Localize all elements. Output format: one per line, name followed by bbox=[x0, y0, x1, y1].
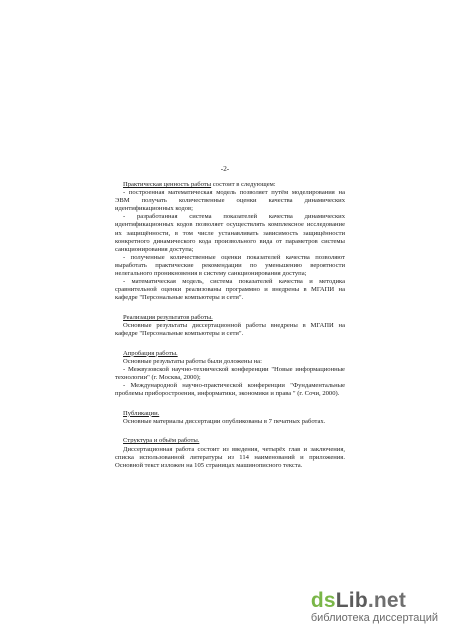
approbation-item-1: - Межвузовской научно-технической конференции "Новые информационные технологии" (г. Москва, 2000); bbox=[115, 365, 345, 381]
publications-text: Основные материалы диссертации опубликованы в 7 печатных работах. bbox=[123, 417, 326, 425]
dslib-watermark bbox=[311, 591, 438, 624]
practical-heading: Практическая ценность работы bbox=[123, 181, 212, 188]
realization-section bbox=[115, 314, 345, 338]
publications-heading-line bbox=[115, 410, 345, 418]
practical-intro-paragraph bbox=[115, 181, 345, 189]
publications-section bbox=[115, 410, 345, 426]
logo-ds: ds bbox=[310, 589, 336, 612]
logo-lib: Lib bbox=[335, 589, 368, 612]
realization-heading: Реализация результатов работы. bbox=[123, 313, 213, 321]
structure-text: Диссертационная работа состоит из введения, четырёх глав и заключения, списка использованной литературы из 114 наименований и приложения. Основной текст изложен на 105 страницах машинописного текста. bbox=[115, 445, 345, 469]
approbation-heading: Апробация работы. bbox=[123, 349, 178, 357]
practical-item-2: - разработанная система показателей качества динамических идентификационных кодов позволяет осуществлять комплексное исследование их защищённости, в том числе устанавливать зависимость защищённости конкретного динамического кода произвольного вида от параметров системы санкционирования доступа; bbox=[115, 213, 345, 253]
approbation-item-2: - Международной научно-практической конференции "Фундаментальные проблемы приборостроения, информатики, экономики и права " (г. Сочи, 2000). bbox=[115, 382, 345, 398]
dslib-logo bbox=[311, 591, 438, 611]
practical-item-3: - полученные количественные оценки показателей качества позволяют выработать практические рекомендации по уменьшению вероятности нелегального проникновения в систему санкционирования доступа; bbox=[115, 253, 345, 278]
practical-intro: состоит в следующем: bbox=[211, 181, 276, 188]
realization-heading-line bbox=[115, 314, 345, 322]
approbation-section bbox=[115, 350, 345, 399]
page-number: -2- bbox=[220, 165, 230, 173]
approbation-intro: Основные результаты работы были доложены на: bbox=[123, 357, 262, 365]
practical-item-1: - построенная математическая модель позволяет путём моделирования на ЭВМ получать количественные оценки качества динамических идентификационных кодов; bbox=[115, 189, 345, 213]
publications-heading: Публикации. bbox=[123, 409, 160, 417]
realization-text: Основные результаты диссертационной работы внедрены в МГАПИ на кафедре "Персональные компьютеры и сети". bbox=[115, 322, 345, 338]
document-body bbox=[115, 181, 345, 473]
structure-heading-line bbox=[115, 437, 345, 445]
practical-item-4: - математическая модель, система показателей качества и методика сравнительной оценки реализованы программно и внедрены в МГАПИ на кафедре "Персональные компьютеры и сети". bbox=[115, 278, 345, 302]
approbation-heading-line bbox=[115, 350, 345, 358]
logo-subtitle: библиотека диссертаций bbox=[310, 612, 438, 624]
structure-section bbox=[115, 437, 345, 469]
structure-heading: Структура и объём работы. bbox=[123, 437, 200, 445]
logo-net: .net bbox=[367, 589, 407, 612]
